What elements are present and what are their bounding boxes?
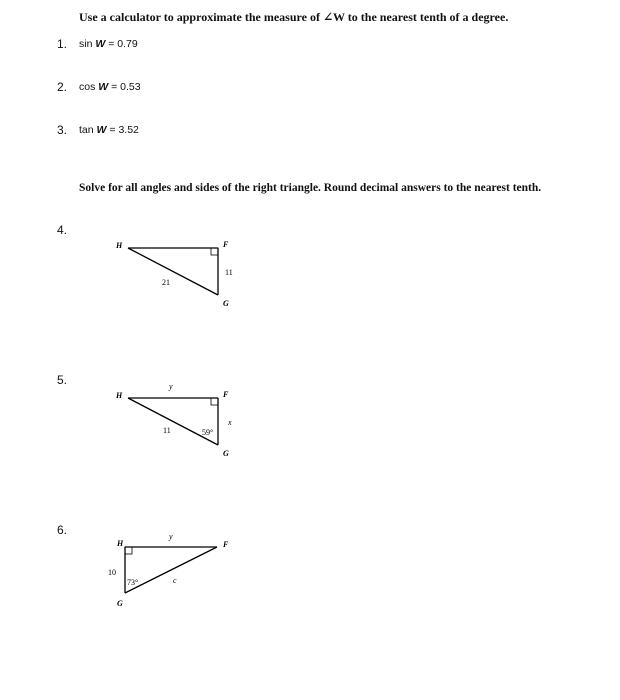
vertex-G-4: G [223, 299, 229, 308]
triangle-figure-5 [100, 380, 260, 470]
triangle-5-shape [128, 398, 218, 445]
problem-5-number: 5. [57, 373, 68, 387]
problem-1-equation [79, 38, 138, 50]
triangle-figure-4 [100, 230, 260, 320]
angle-label-5: 59° [202, 428, 214, 437]
vertex-F-6: F [223, 540, 229, 549]
problem-2-func: cos [79, 81, 96, 93]
problem-2-number: 2. [57, 80, 68, 94]
hypotenuse-label-4: 21 [162, 278, 170, 287]
problem-1-number: 1. [57, 37, 68, 51]
problem-3-eq: = [109, 124, 116, 136]
problem-3-number: 3. [57, 123, 68, 137]
vertex-F-5: F [223, 390, 229, 399]
side-label-5: x [228, 418, 232, 427]
instruction-angle-measure: Use a calculator to approximate the measure of ∠W to the nearest tenth of a degree. [79, 10, 509, 24]
triangle-6-shape [125, 547, 217, 593]
vertex-G-5: G [223, 449, 229, 458]
problem-4-number: 4. [57, 223, 68, 237]
right-angle-marker-4 [211, 248, 218, 255]
problem-1-value: 0.79 [117, 38, 138, 50]
top-side-label-6: y [169, 532, 173, 541]
side-label-4: 11 [225, 268, 233, 277]
triangle-figure-6 [100, 530, 260, 620]
vertex-H-6: H [117, 539, 124, 548]
instruction-solve-triangle: Solve for all angles and sides of the right triangle. Round decimal answers to the nearest tenth. [79, 182, 542, 194]
hypotenuse-label-5: 11 [163, 426, 171, 435]
vertex-H-5: H [116, 391, 123, 400]
problem-3-equation [79, 124, 139, 136]
problem-1-var: W [95, 38, 106, 50]
right-angle-marker-6 [125, 547, 132, 554]
problem-2-eq: = [111, 81, 118, 93]
problem-1-eq: = [108, 38, 115, 50]
triangle-4-shape [128, 248, 218, 295]
side-label-6: 10 [108, 568, 116, 577]
problem-6-number: 6. [57, 523, 68, 537]
problem-2-equation [79, 81, 141, 93]
vertex-G-6: G [117, 599, 123, 608]
problem-2-value: 0.53 [120, 81, 141, 93]
top-side-label-5: y [169, 382, 173, 391]
right-angle-marker-5 [211, 398, 218, 405]
problem-3-var: W [96, 124, 107, 136]
vertex-F-4: F [223, 240, 229, 249]
hypotenuse-label-6: c [173, 576, 177, 585]
problem-2-var: W [98, 81, 109, 93]
problem-3-value: 3.52 [118, 124, 139, 136]
angle-label-6: 73° [127, 578, 139, 587]
problem-1-func: sin [79, 38, 93, 50]
vertex-H-4: H [116, 241, 123, 250]
problem-3-func: tan [79, 124, 94, 136]
